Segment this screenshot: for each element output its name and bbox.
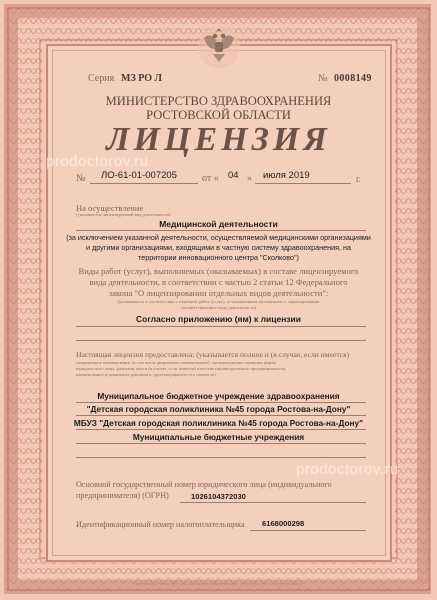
license-number-underline — [90, 183, 198, 184]
license-day: 04 — [228, 170, 239, 181]
works-underline-2 — [76, 340, 366, 341]
license-month-year: июля 2019 — [263, 170, 310, 181]
month-underline — [255, 183, 351, 184]
granted-line-3: юридического лица, фамилия, имя и (в случае, если имеется) отчество индивидуального предпринимателя, — [76, 366, 287, 371]
works-line-3: закона "О лицензировании отдельных видов деятельности": — [108, 288, 329, 298]
series-value: МЗ РО Л — [121, 73, 162, 84]
activity-underline — [76, 230, 366, 231]
ogrn-line-2: предпринимателя) (ОГРН) — [76, 491, 169, 500]
org-underline-4 — [76, 443, 366, 444]
ministry-line-1: МИНИСТЕРСТВО ЗДРАВООХРАНЕНИЯ — [105, 94, 332, 108]
granted-line-2: сокращенное наименование (в том числе фирменное наименование), организационно-правовая форма — [76, 360, 277, 365]
organization-line-3: МБУЗ "Детская городская поликлиника №45 города Ростова-на-Дону" — [73, 418, 364, 428]
license-number-value: ЛО-61-01-007205 — [101, 170, 177, 181]
inn-label: Идентификационный номер налогоплательщика — [76, 520, 245, 529]
watermark-bottom: prodoctorov.ru — [296, 461, 399, 478]
works-line-1: Виды работ (услуг), выполняемых (оказываемых) в составе лицензируемого — [78, 266, 359, 276]
ogrn-value: 1026104372030 — [191, 492, 246, 501]
granted-line-4: наименование и реквизиты документа, удостоверяющего его личность) — [76, 372, 216, 377]
series-label: Серия — [88, 73, 115, 84]
watermark-top: prodoctorov.ru — [46, 153, 149, 170]
document-title: ЛИЦЕНЗИЯ — [106, 121, 331, 158]
org-underline-2 — [76, 415, 366, 416]
footer-imprint: ООО «ЗНАК», г. Москва, 2019 г., «В», лицензия № 05-05-09/003 ФНС РФ, т. з. № 1234. Тел.: (495) 726-47-42, www.znak.ru — [135, 582, 302, 586]
activity-hint: (указывается лицензируемый вид деятельности) — [76, 212, 171, 217]
ogrn-underline — [180, 502, 366, 503]
number-label: № — [318, 73, 328, 84]
license-no-label: № — [76, 173, 86, 184]
organization-line-1: Муниципальное бюджетное учреждение здравоохранения — [97, 391, 340, 401]
org-underline-1 — [76, 402, 366, 403]
org-underline-3 — [76, 429, 366, 430]
works-hint-line-2: соответствующего вида деятельности) — [180, 305, 257, 310]
coat-of-arms-icon — [196, 20, 242, 70]
ministry-line-2: РОСТОВСКОЙ ОБЛАСТИ — [146, 108, 291, 122]
organization-line-2: "Детская городская поликлиника №45 города Ростова-на-Дону" — [86, 404, 351, 414]
activity-note-line-1: (за исключением указанной деятельности, осуществляемой медицинскими организациями — [66, 233, 371, 242]
from-label: от « — [202, 173, 219, 184]
inn-value: 6168000298 — [262, 519, 305, 528]
org-underline-5 — [76, 457, 366, 458]
inn-underline — [250, 530, 366, 531]
activity-note-line-2: и другими организациями, входящими в частную систему здравоохранения, на — [86, 243, 351, 252]
works-value: Согласно приложению (ям) к лицензии — [135, 314, 301, 324]
activity-value: Медицинской деятельности — [159, 219, 278, 229]
number-value: 0008149 — [334, 73, 372, 84]
activity-label: На осуществление — [76, 203, 144, 213]
works-underline-1 — [76, 326, 366, 327]
works-hint-line-1: (указываются в соответствии с перечнем работ (услуг), установленным положением о лицензировании — [117, 299, 320, 304]
works-line-2: вида деятельности, в соответствии с частью 2 статьи 12 Федерального — [89, 277, 348, 287]
year-suffix: г. — [356, 174, 361, 184]
organization-line-4: Муниципальные бюджетные учреждения — [132, 432, 305, 442]
activity-note-line-3: территории инновационного центра "Сколково") — [138, 253, 299, 262]
ogrn-line-1: Основной государственный номер юридического лица (индивидуального — [76, 480, 332, 489]
close-quote: » — [247, 173, 252, 184]
granted-line-1: Настоящая лицензия предоставлена: (указывается полное и (в случае, если имеется) — [76, 350, 350, 359]
